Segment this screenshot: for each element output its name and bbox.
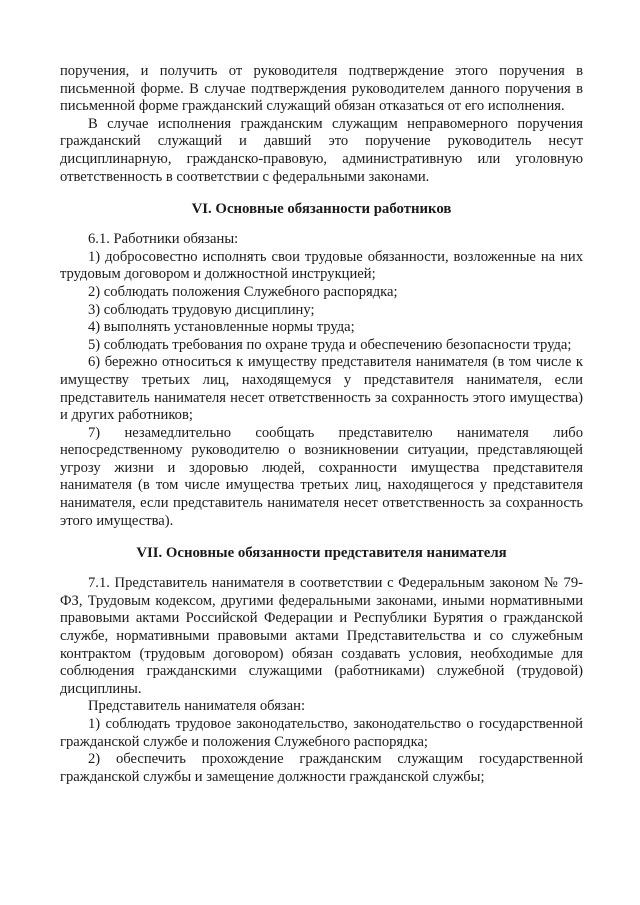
section-6-clause-6-1: 6.1. Работники обязаны: [88,231,239,248]
section-6-title: VI. Основные обязанности работников [191,201,452,218]
section-7-obligations-intro: Представитель нанимателя обязан: [88,698,306,715]
section-6-item-7: 7) незамедлительно сообщать представителю нанимателя либо непосредственному руководителю о возникновении ситуации, представляющей угрозу жизни и здоровью людей, сохранности имущества представителя нанимателя (в том числе имущества третьих лиц, находящегося у представителя нанимателя, если представитель нанимателя несет ответственность за сохранность этого имущества). [60,424,583,529]
section-7-item-1: 1) соблюдать трудовое законодательство, законодательство о государственной гражданской службе и положения Служебного распорядка; [60,716,583,750]
section-6-item-2: 2) соблюдать положения Служебного распорядка; [88,283,398,300]
section-7-clause-7-1: 7.1. Представитель нанимателя в соответствии с Федеральным законом № 79-ФЗ, Трудовым кодексом, другими федеральными законами, иными нормативными правовыми актами Российской Федерации и Республики Бурятия о гражданской службе, нормативными правовыми актами Представительства и со служебным контрактом (трудовым договором) обязан создавать условия, необходимые для соблюдения гражданскими служащими (работниками) служебной (трудовой) дисциплины. [60,575,583,697]
section-7-title: VII. Основные обязанности представителя нанимателя [136,545,507,562]
section-6-item-3: 3) соблюдать трудовую дисциплину; [88,301,315,318]
section-6-item-1: 1) добросовестно исполнять свои трудовые обязанности, возложенные на них трудовым договором и должностной инструкцией; [60,248,583,283]
section-7-item-2: 2) обеспечить прохождение гражданским служащим государственной гражданской службы и замещение должности гражданской службы; [60,751,583,785]
section-6-item-5: 5) соблюдать требования по охране труда и обеспечению безопасности труда; [88,336,572,353]
intro-paragraph-liability: В случае исполнения гражданским служащим неправомерного поручения гражданский служащий и давший это поручение руководитель несут дисциплинарную, гражданско-правовую, административную или уголовную ответственность в соответствии с федеральными законами. [60,115,583,185]
section-6-body [60,231,583,530]
document-body [60,63,583,786]
intro-paragraph-continuation: поручения, и получить от руководителя подтверждение этого поручения в письменной форме. В случае подтверждения руководителем данного поручения в письменной форме гражданский служащий обязан отказаться от его исполнения. [60,63,583,115]
section-7-body [60,575,583,786]
section-6-item-4: 4) выполнять установленные нормы труда; [88,319,355,336]
section-6-item-6: 6) бережно относиться к имуществу представителя нанимателя (в том числе к имуществу третьих лиц, находящемуся у представителя нанимателя, если представитель нанимателя несет ответственность за сохранность этого имущества) и других работников; [60,354,583,424]
